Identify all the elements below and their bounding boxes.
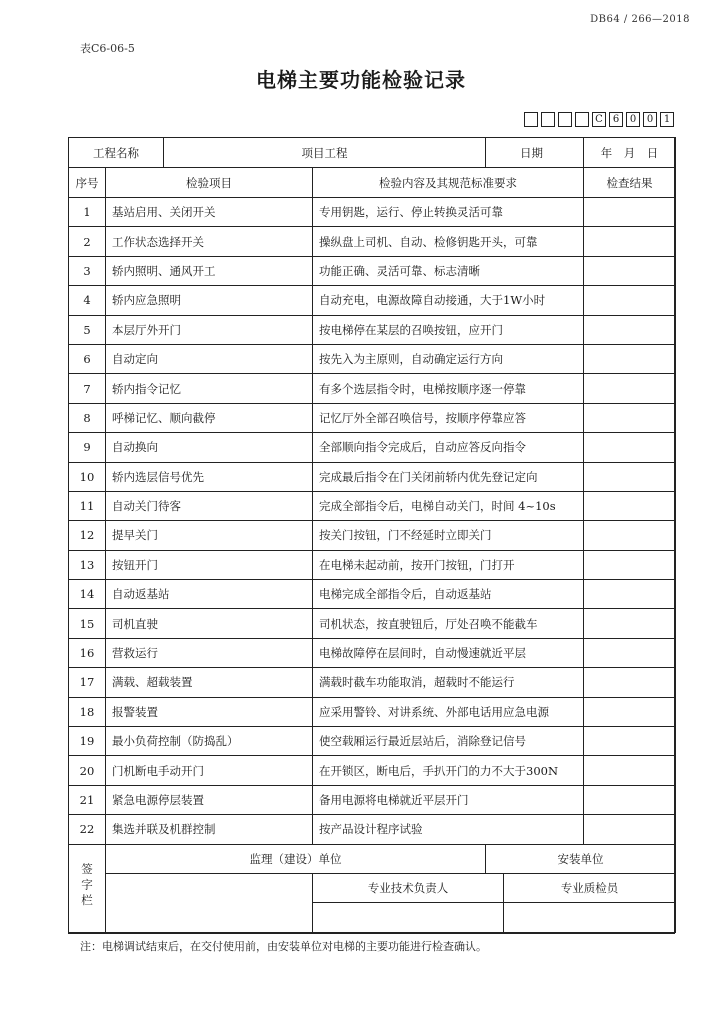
row-result[interactable] [584, 550, 676, 579]
code-box: 1 [660, 112, 674, 127]
project-name-value: 项目工程 [164, 138, 486, 168]
table-row [69, 433, 676, 462]
signature-side-cell [69, 844, 106, 932]
row-number: 21 [69, 785, 106, 814]
row-requirement: 在开锁区，断电后，手扒开门的力不大于300N [313, 756, 584, 785]
project-name-label: 工程名称 [69, 138, 164, 168]
row-number: 20 [69, 756, 106, 785]
row-requirement: 满载时截车功能取消，超载时不能运行 [313, 668, 584, 697]
row-item: 最小负荷控制（防捣乱） [106, 727, 313, 756]
installer-label: 安装单位 [486, 844, 676, 873]
row-result[interactable] [584, 403, 676, 432]
row-number: 7 [69, 374, 106, 403]
row-result[interactable] [584, 315, 676, 344]
row-result[interactable] [584, 756, 676, 785]
document-title: 电梯主要功能检验记录 [256, 68, 466, 92]
signature-header-row [69, 844, 676, 873]
table-row [69, 609, 676, 638]
table-row [69, 374, 676, 403]
tech-lead-label: 专业技术负责人 [313, 873, 504, 902]
row-requirement: 备用电源将电梯就近平层开门 [313, 785, 584, 814]
row-result[interactable] [584, 580, 676, 609]
row-number: 16 [69, 638, 106, 667]
supervisor-label: 监理（建设）单位 [106, 844, 486, 873]
row-number: 10 [69, 462, 106, 491]
table-row [69, 198, 676, 227]
row-item: 门机断电手动开门 [106, 756, 313, 785]
project-info-row [69, 138, 676, 168]
row-requirement: 在电梯未起动前，按开门按钮，门打开 [313, 550, 584, 579]
code-box: 0 [626, 112, 640, 127]
row-item: 自动返基站 [106, 580, 313, 609]
signature-side-label: 签字栏 [80, 863, 94, 910]
row-result[interactable] [584, 785, 676, 814]
row-number: 17 [69, 668, 106, 697]
row-item: 司机直驶 [106, 609, 313, 638]
row-item: 按钮开门 [106, 550, 313, 579]
table-row [69, 727, 676, 756]
row-requirement: 专用钥匙，运行、停止转换灵活可靠 [313, 198, 584, 227]
row-requirement: 完成全部指令后，电梯自动关门，时间 4~10s [313, 491, 584, 520]
row-requirement: 记忆厅外全部召唤信号，按顺序停靠应答 [313, 403, 584, 432]
row-number: 13 [69, 550, 106, 579]
row-requirement: 按关门按钮，门不经延时立即关门 [313, 521, 584, 550]
row-result[interactable] [584, 374, 676, 403]
row-item: 工作状态选择开关 [106, 227, 313, 256]
row-number: 12 [69, 521, 106, 550]
row-number: 5 [69, 315, 106, 344]
row-number: 4 [69, 286, 106, 315]
row-item: 自动关门待客 [106, 491, 313, 520]
tech-lead-signature-cell [313, 903, 504, 932]
row-result[interactable] [584, 815, 676, 844]
row-requirement: 功能正确、灵活可靠、标志清晰 [313, 256, 584, 285]
row-requirement: 操纵盘上司机、自动、检修钥匙开头，可靠 [313, 227, 584, 256]
row-item: 提早关门 [106, 521, 313, 550]
row-result[interactable] [584, 609, 676, 638]
row-requirement: 有多个选层指令时，电梯按顺序逐一停靠 [313, 374, 584, 403]
table-row [69, 344, 676, 373]
row-number: 14 [69, 580, 106, 609]
column-header-row [69, 168, 676, 198]
row-item: 轿内应急照明 [106, 286, 313, 315]
row-number: 3 [69, 256, 106, 285]
row-requirement: 按先入为主原则，自动确定运行方向 [313, 344, 584, 373]
table-row [69, 462, 676, 491]
code-box [558, 112, 572, 127]
row-number: 6 [69, 344, 106, 373]
table-row [69, 256, 676, 285]
record-number-boxes [524, 112, 674, 127]
row-item: 基站启用、关闭开关 [106, 198, 313, 227]
table-row [69, 521, 676, 550]
row-number: 8 [69, 403, 106, 432]
row-result[interactable] [584, 227, 676, 256]
row-number: 1 [69, 198, 106, 227]
code-box [575, 112, 589, 127]
table-row [69, 756, 676, 785]
row-result[interactable] [584, 727, 676, 756]
form-code: 表C6-06-5 [80, 42, 135, 55]
inspection-table [68, 137, 676, 933]
row-requirement: 电梯故障停在层间时，自动慢速就近平层 [313, 638, 584, 667]
table-row [69, 815, 676, 844]
standard-code: DB64 / 266—2018 [590, 14, 690, 25]
table-row [69, 286, 676, 315]
row-item: 轿内照明、通风开工 [106, 256, 313, 285]
table-row [69, 638, 676, 667]
row-result[interactable] [584, 462, 676, 491]
row-item: 集选并联及机群控制 [106, 815, 313, 844]
date-label: 日期 [486, 138, 584, 168]
col-header-no: 序号 [69, 168, 106, 198]
row-result[interactable] [584, 697, 676, 726]
row-number: 18 [69, 697, 106, 726]
row-item: 轿内指令记忆 [106, 374, 313, 403]
row-requirement: 按电梯停在某层的召唤按钮，应开门 [313, 315, 584, 344]
qc-label: 专业质检员 [504, 873, 676, 902]
row-requirement: 完成最后指令在门关闭前轿内优先登记定向 [313, 462, 584, 491]
row-requirement: 全部顺向指令完成后，自动应答反向指令 [313, 433, 584, 462]
row-result[interactable] [584, 433, 676, 462]
row-number: 19 [69, 727, 106, 756]
row-requirement: 司机状态，按直驶钮后，厅处召唤不能截车 [313, 609, 584, 638]
code-box: C [592, 112, 606, 127]
row-number: 9 [69, 433, 106, 462]
table-row [69, 697, 676, 726]
col-header-requirement: 检验内容及其规范标准要求 [313, 168, 584, 198]
row-requirement: 按产品设计程序试验 [313, 815, 584, 844]
row-item: 营救运行 [106, 638, 313, 667]
row-requirement: 电梯完成全部指令后，自动返基站 [313, 580, 584, 609]
table-row [69, 785, 676, 814]
row-item: 紧急电源停层装置 [106, 785, 313, 814]
row-result[interactable] [584, 256, 676, 285]
supervisor-signature-cell [106, 873, 313, 932]
code-box [541, 112, 555, 127]
row-number: 11 [69, 491, 106, 520]
table-row [69, 668, 676, 697]
table-row [69, 403, 676, 432]
table-row [69, 580, 676, 609]
code-box [524, 112, 538, 127]
row-item: 自动换向 [106, 433, 313, 462]
row-result[interactable] [584, 344, 676, 373]
signature-role-row [69, 873, 676, 902]
table-row [69, 491, 676, 520]
row-requirement: 自动充电，电源故障自动接通，大于1W小时 [313, 286, 584, 315]
code-box: 6 [609, 112, 623, 127]
row-item: 满载、超载装置 [106, 668, 313, 697]
row-result[interactable] [584, 286, 676, 315]
row-item: 报警装置 [106, 697, 313, 726]
date-value: 年 月 日 [584, 138, 676, 168]
row-item: 自动定向 [106, 344, 313, 373]
row-number: 22 [69, 815, 106, 844]
col-header-item: 检验项目 [106, 168, 313, 198]
table-row [69, 315, 676, 344]
qc-signature-cell [504, 903, 676, 932]
row-result[interactable] [584, 638, 676, 667]
row-number: 2 [69, 227, 106, 256]
row-item: 轿内选层信号优先 [106, 462, 313, 491]
code-box: 0 [643, 112, 657, 127]
row-item: 本层厅外开门 [106, 315, 313, 344]
row-requirement: 使空载厢运行最近层站后，消除登记信号 [313, 727, 584, 756]
row-result[interactable] [584, 198, 676, 227]
row-number: 15 [69, 609, 106, 638]
footnote: 注：电梯调试结束后，在交付使用前，由安装单位对电梯的主要功能进行检查确认。 [80, 940, 487, 953]
row-requirement: 应采用警铃、对讲系统、外部电话用应急电源 [313, 697, 584, 726]
row-result[interactable] [584, 668, 676, 697]
row-result[interactable] [584, 491, 676, 520]
table-row [69, 550, 676, 579]
row-result[interactable] [584, 521, 676, 550]
col-header-result: 检查结果 [584, 168, 676, 198]
row-item: 呼梯记忆、顺向截停 [106, 403, 313, 432]
table-row [69, 227, 676, 256]
